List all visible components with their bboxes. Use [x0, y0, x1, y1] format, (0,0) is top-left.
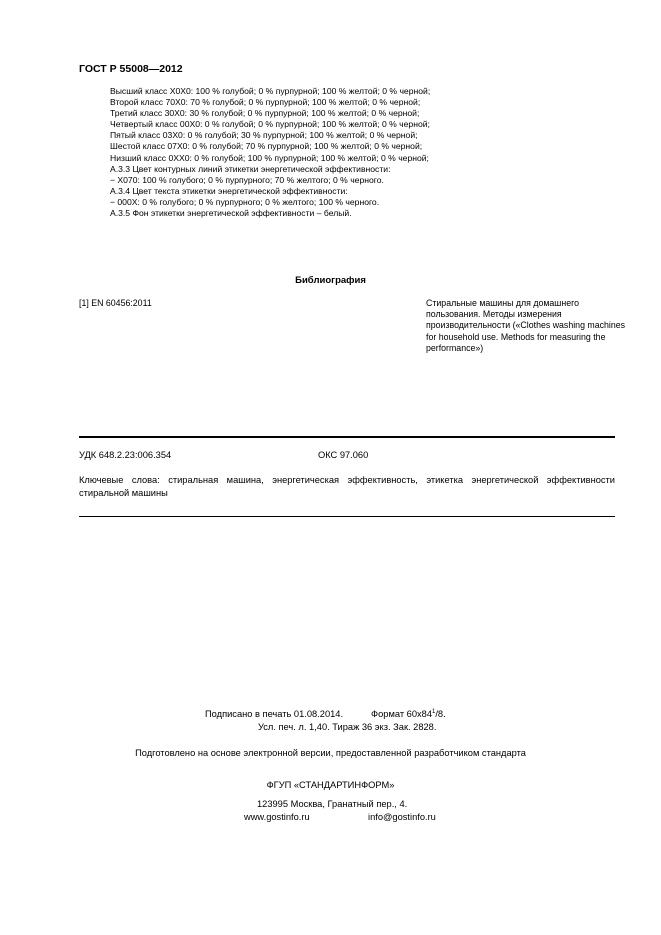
publisher-website[interactable]: www.gostinfo.ru [244, 812, 310, 822]
color-spec-list [110, 86, 430, 219]
bibliography-title: Библиография [295, 275, 366, 286]
oks-code: ОКС 97.060 [318, 450, 369, 460]
color-line: Шестой класс 07Х0: 0 % голубой; 70 % пурпурной; 100 % желтой; 0 % черной; [110, 141, 423, 152]
publisher-address: 123995 Москва, Гранатный пер., 4. [257, 799, 408, 809]
color-line: Третий класс 30Х0: 30 % голубой; 0 % пурпурной; 100 % желтой; 0 % черной; [110, 108, 420, 119]
color-line: Второй класс 70Х0: 70 % голубой; 0 % пурпурной; 100 % желтой; 0 % черной; [110, 97, 421, 108]
color-line: А.3.4 Цвет текста этикетки энергетической эффективности: [110, 185, 348, 196]
signed-date: Подписано в печать 01.08.2014. [205, 709, 344, 720]
publisher-email[interactable]: info@gostinfo.ru [368, 812, 436, 822]
color-line: Четвертый класс 00Х0: 0 % голубой; 0 % пурпурной; 100 % желтой; 0 % черной; [110, 119, 430, 130]
keywords: Ключевые слова: стиральная машина, энергетическая эффективность, этикетка энергетической эффективности стиральной машины [79, 475, 615, 498]
document-header: ГОСТ Р 55008—2012 [79, 63, 183, 75]
format-subscript: /8. [435, 709, 446, 720]
format-label: Формат 60х84 [371, 709, 432, 720]
publisher-name: ФГУП «СТАНДАРТИНФОРМ» [266, 780, 395, 790]
color-line: Низший класс 0ХХ0: 0 % голубой; 100 % пурпурной; 100 % желтой; 0 % черной; [110, 152, 429, 163]
color-line: − Х070: 100 % голубого; 0 % пурпурного; 70 % желтого; 0 % черного. [110, 174, 384, 185]
color-line: − 000Х: 0 % голубого; 0 % пурпурного; 0 % желтого; 100 % черного. [110, 196, 380, 207]
paper-format [371, 709, 446, 719]
bibliography-description: Стиральные машины для домашнего пользования. Методы измерения производительности («Clothes washing machines for household use. Methods for measuring the performance») [426, 298, 626, 353]
format-superscript: 1 [432, 709, 436, 715]
section-divider-thin [79, 516, 615, 517]
color-line: Высший класс Х0Х0: 100 % голубой; 0 % пурпурной; 100 % желтой; 0 % черной; [110, 86, 431, 96]
color-line: Пятый класс 03Х0: 0 % голубой; 30 % пурпурной; 100 % желтой; 0 % черной; [110, 130, 418, 141]
color-line: А.3.3 Цвет контурных линий этикетки энергетической эффективности: [110, 163, 391, 174]
bibliography-reference: [1] EN 60456:2011 [79, 298, 152, 308]
udk-code: УДК 648.2.23:006.354 [79, 450, 172, 460]
prepared-note: Подготовлено на основе электронной версии, предоставленной разработчиком стандарта [135, 748, 526, 758]
print-info: Усл. печ. л. 1,40. Тираж 36 экз. Зак. 2828. [258, 722, 437, 732]
section-divider-thick [79, 436, 615, 438]
color-line: А.3.5 Фон этикетки энергетической эффективности – белый. [110, 208, 352, 219]
imprint-signed-line [205, 709, 446, 719]
